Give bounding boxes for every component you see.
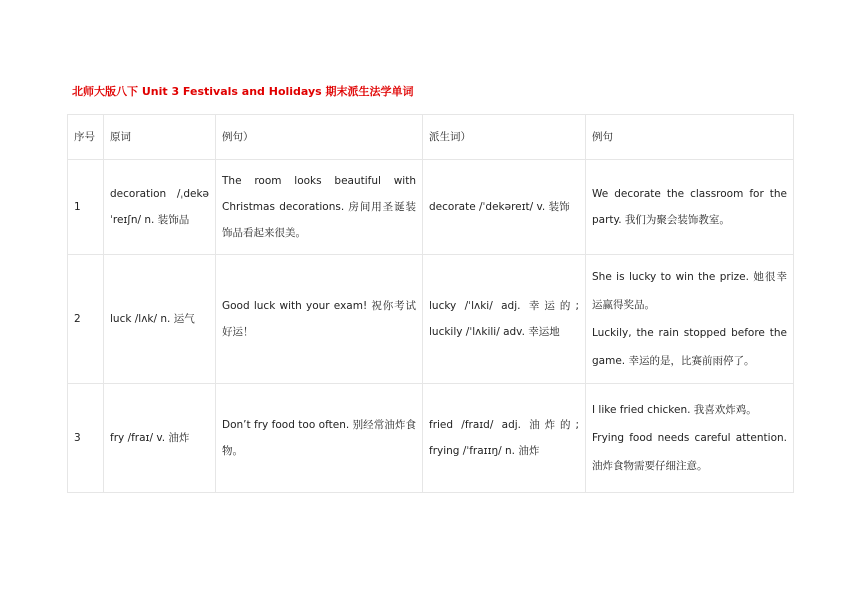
- row-word: luck /lʌk/ n. 运气: [104, 255, 216, 384]
- derived-example-sentence: She is lucky to win the prize. 她很幸运赢得奖品。: [592, 271, 787, 311]
- row-derived-example: [586, 255, 794, 384]
- derived-example-sentence: We decorate the classroom for the party. 我们为聚会装饰教室。: [592, 188, 787, 226]
- derived-example-sentence: I like fried chicken. 我喜欢炸鸡。: [592, 404, 757, 416]
- row-derived-example: [586, 160, 794, 255]
- row-word: fry /fraɪ/ v. 油炸: [104, 384, 216, 493]
- header-derived: 派生词）: [423, 115, 586, 160]
- header-number: 序号: [68, 115, 104, 160]
- row-derived: decorate /ˈdekəreɪt/ v. 装饰: [423, 160, 586, 255]
- row-derived: lucky /ˈlʌki/ adj. 幸运的; luckily /ˈlʌkili/ adv. 幸运地: [423, 255, 586, 384]
- row-derived-example: [586, 384, 794, 493]
- row-number: 2: [68, 255, 104, 384]
- row-example: The room looks beautiful with Christmas decorations. 房间用圣诞装饰品看起来很美。: [216, 160, 423, 255]
- table-header-row: [68, 115, 794, 160]
- row-word: decoration /ˌdekəˈreɪʃn/ n. 装饰品: [104, 160, 216, 255]
- table-row: [68, 384, 794, 493]
- row-example: Don’t fry food too often. 别经常油炸食物。: [216, 384, 423, 493]
- row-derived: fried /fraɪd/ adj. 油炸的; frying /ˈfraɪɪŋ/ n. 油炸: [423, 384, 586, 493]
- derived-example-sentence: Frying food needs careful attention. 油炸食物需要仔细注意。: [592, 432, 787, 472]
- header-derived-example: 例句: [586, 115, 794, 160]
- vocabulary-table: [67, 114, 794, 493]
- row-example: Good luck with your exam! 祝你考试好运！: [216, 255, 423, 384]
- table-row: [68, 255, 794, 384]
- header-word: 原词: [104, 115, 216, 160]
- derived-example-sentence: Luckily, the rain stopped before the game. 幸运的是，比赛前雨停了。: [592, 327, 787, 367]
- row-number: 3: [68, 384, 104, 493]
- row-number: 1: [68, 160, 104, 255]
- table-row: [68, 160, 794, 255]
- header-example: 例句）: [216, 115, 423, 160]
- document-title: 北师大版八下 Unit 3 Festivals and Holidays 期末派生法学单词: [72, 85, 414, 98]
